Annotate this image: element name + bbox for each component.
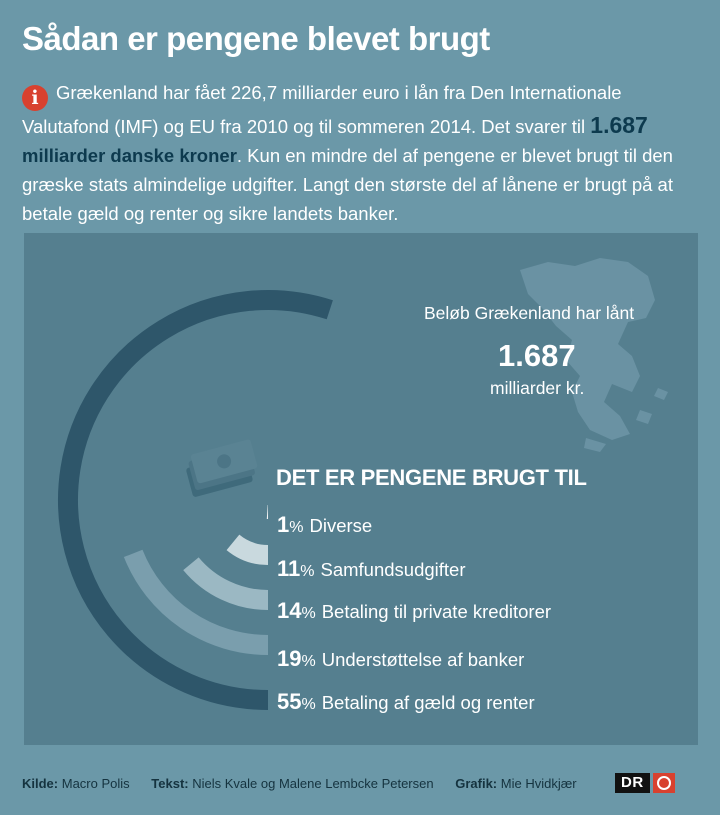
legend-pct: 11: [277, 556, 301, 581]
intro-text-after: . Kun en mindre del af pengene er blevet brugt til den græske stats almindelige udgifter. Langt den største del af lånene er brugt på at betale gæld og renter og sikre landets banker.: [22, 145, 673, 224]
text-value: Niels Kvale og Malene Lembcke Petersen: [192, 776, 434, 791]
legend-pct-sign: %: [300, 563, 315, 580]
legend-item-diverse: [277, 512, 372, 538]
total-unit: milliarder kr.: [490, 378, 585, 398]
info-icon: i: [22, 85, 48, 111]
arc-samfundsudgifter: [233, 542, 268, 555]
dr-logo-text: DR: [615, 773, 650, 793]
text-label: Tekst:: [151, 776, 189, 791]
money-stack-icon: [183, 439, 261, 498]
legend-label: Diverse: [309, 515, 373, 536]
legend-label: Betaling til private kreditorer: [321, 601, 552, 622]
legend-item-gaeld-og-renter: [277, 689, 535, 715]
intro-highlight-number: 1.687: [590, 112, 648, 138]
legend-label: Betaling af gæld og renter: [321, 692, 535, 713]
dr-logo-mark: [653, 773, 675, 793]
legend-pct-sign: %: [289, 519, 304, 536]
total-value: 1.687: [498, 338, 576, 373]
intro-text-before: Grækenland har fået 226,7 milliarder euro i lån fra Den Internationale Valutafond (IMF) og EU fra 2010 og til sommeren 2014. Det svarer til: [22, 82, 622, 137]
dr-logo-icon[interactable]: [615, 772, 675, 794]
chart-arcs: [68, 300, 330, 700]
source-label: Kilde:: [22, 776, 59, 791]
legend-pct: 1: [277, 512, 290, 537]
total-label: Beløb Grækenland har lånt: [424, 303, 635, 323]
legend-pct-sign: %: [301, 605, 316, 622]
legend-item-private-kreditorer: [277, 598, 551, 624]
legend-pct-sign: %: [301, 653, 316, 670]
legend-pct: 14: [277, 598, 302, 623]
graphic-label: Grafik:: [455, 776, 498, 791]
legend-item-banker: [277, 646, 524, 672]
source-value: Macro Polis: [61, 776, 130, 791]
intro-highlight-text: milliarder danske kroner: [22, 145, 237, 166]
legend-pct: 55: [277, 689, 302, 714]
page-title: Sådan er pengene blevet brugt: [22, 20, 490, 57]
graphic-value: Mie Hvidkjær: [500, 776, 577, 791]
legend-pct-sign: %: [301, 696, 316, 713]
arc-betaling-af-gæld-og-renter: [68, 300, 330, 700]
section-heading: DET ER PENGENE BRUGT TIL: [276, 465, 587, 490]
legend-pct: 19: [277, 646, 302, 671]
footer-credits: [22, 776, 577, 791]
arc-betaling-til-private-kreditorer: [191, 564, 268, 600]
legend-label: Samfundsudgifter: [320, 559, 466, 580]
legend-label: Understøttelse af banker: [321, 649, 525, 670]
legend-item-samfundsudgifter: [277, 556, 466, 582]
